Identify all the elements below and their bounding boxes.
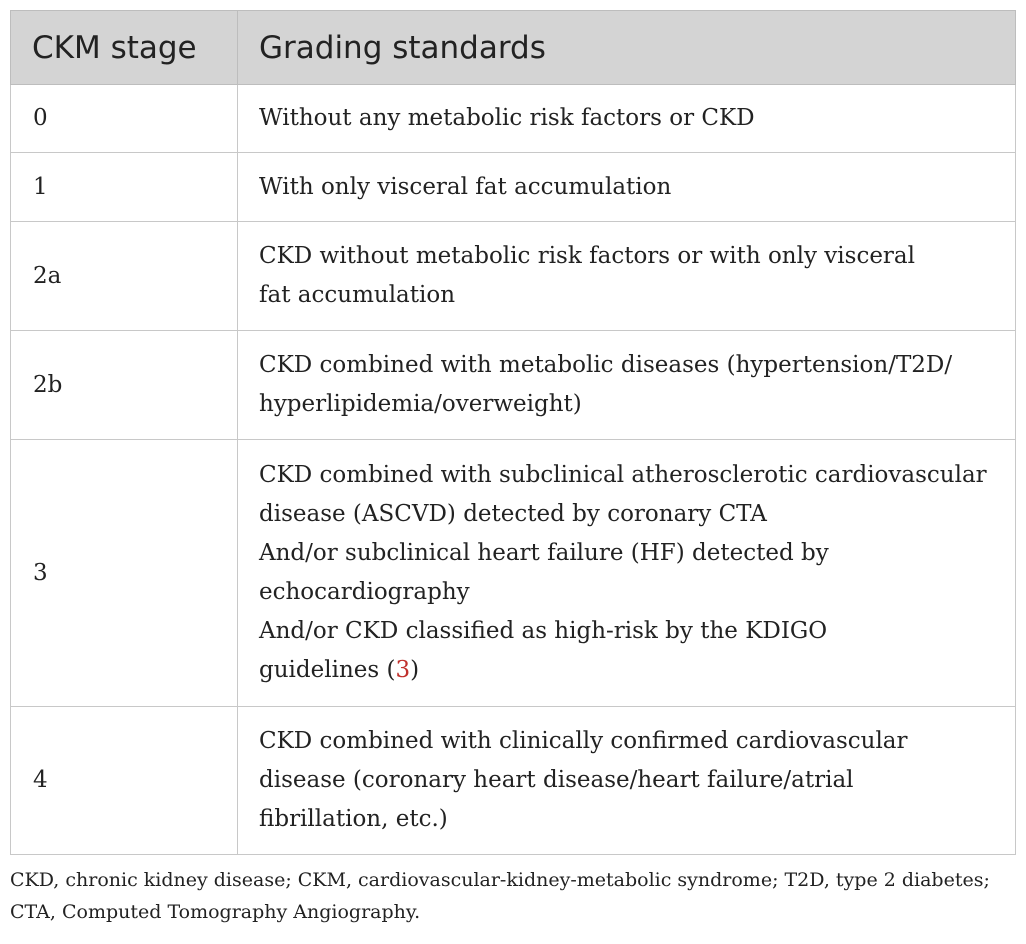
header-row [11, 11, 1016, 85]
stage-cell: 3 [11, 440, 238, 707]
stage-cell: 1 [11, 153, 238, 222]
standard-cell: CKD combined with clinically confirmed cardiovascular disease (coronary heart disease/heart failure/atrial fibrillation, etc.) [238, 707, 1016, 855]
standard-cell [238, 440, 1016, 707]
table-header [11, 11, 1016, 85]
table-row [11, 222, 1016, 331]
standard-cell: CKD without metabolic risk factors or with only visceral fat accumulation [238, 222, 1016, 331]
table-row [11, 153, 1016, 222]
standard-line-3: And/or CKD classified as high-risk by the KDIGO guidelines ( [259, 618, 828, 683]
table-footnote: CKD, chronic kidney disease; CKM, cardiovascular-kidney-metabolic syndrome; T2D, type 2 diabetes; CTA, Computed Tomography Angiography. [10, 869, 990, 923]
table-row [11, 331, 1016, 440]
standard-cell: With only visceral fat accumulation [238, 153, 1016, 222]
standard-cell: CKD combined with metabolic diseases (hypertension/T2D/ hyperlipidemia/overweight) [238, 331, 1016, 440]
standard-cell: Without any metabolic risk factors or CKD [238, 85, 1016, 153]
table-row [11, 707, 1016, 855]
table-body [11, 85, 1016, 855]
stage-cell: 0 [11, 85, 238, 153]
standard-line-2: And/or subclinical heart failure (HF) detected by echocardiography [259, 540, 829, 605]
ckm-staging-table [10, 10, 1016, 855]
reference-link[interactable]: 3 [395, 657, 411, 683]
reference-suffix: ) [410, 657, 420, 683]
header-ckm-stage: CKM stage [11, 11, 238, 85]
stage-cell: 2b [11, 331, 238, 440]
staging-table-container [10, 10, 1015, 855]
table-row [11, 440, 1016, 707]
stage-cell: 4 [11, 707, 238, 855]
stage-cell: 2a [11, 222, 238, 331]
standard-line-1: CKD combined with subclinical atherosclerotic cardiovascular disease (ASCVD) detected by coronary CTA [259, 462, 987, 527]
header-grading-standards: Grading standards [238, 11, 1016, 85]
table-row [11, 85, 1016, 153]
